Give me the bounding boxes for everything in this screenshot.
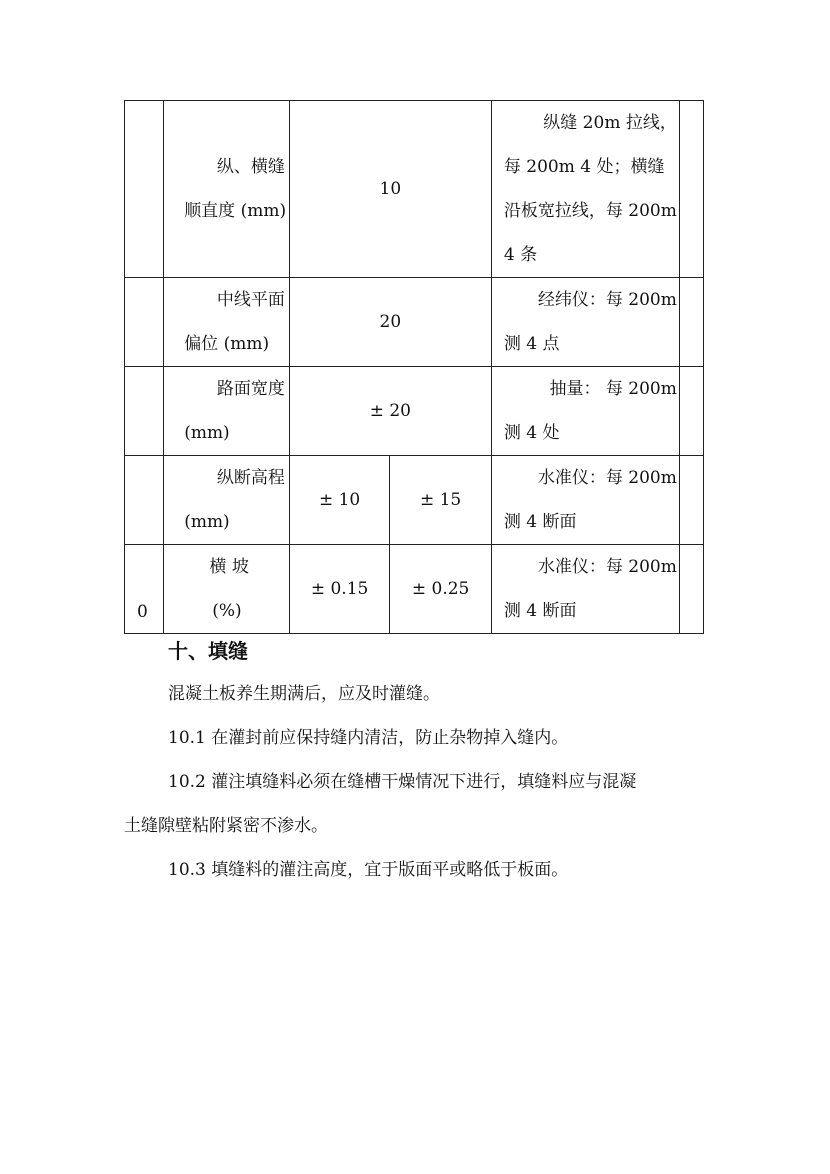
tolerance-value-a: ± 10 <box>289 456 390 545</box>
table-row <box>125 367 704 456</box>
tolerance-value-b: ± 0.25 <box>390 545 492 634</box>
method-line: 每 200m 4 处；横缝 <box>503 157 665 177</box>
item-cell <box>164 545 290 634</box>
paragraph: 10.2 灌注填缝料必须在缝槽干燥情况下进行，填缝料应与混凝 <box>168 772 637 792</box>
method-cell <box>491 545 679 634</box>
item-label-line1: 路面宽度 <box>216 379 285 399</box>
table-row <box>125 101 704 278</box>
item-label-line1: 纵断高程 <box>216 468 285 488</box>
method-line: 测 4 断面 <box>503 601 577 621</box>
item-label-line2: (mm) <box>184 512 230 532</box>
item-cell <box>164 367 290 456</box>
item-cell <box>164 456 290 545</box>
method-cell <box>491 278 679 367</box>
tolerance-value: 10 <box>289 101 491 278</box>
paragraph: 混凝土板养生期满后，应及时灌缝。 <box>168 684 440 704</box>
row-index-cell: 0 <box>125 545 164 634</box>
method-line: 水准仪：每 200m <box>537 468 677 488</box>
method-cell <box>491 101 679 278</box>
method-line: 纵缝 20m 拉线， <box>543 113 677 133</box>
method-cell <box>491 456 679 545</box>
row-index-cell <box>125 278 164 367</box>
row-index-cell <box>125 456 164 545</box>
item-label-line2: (%) <box>212 601 242 621</box>
blank-cell <box>679 101 703 278</box>
quality-tolerance-table <box>124 100 704 634</box>
method-line: 测 4 处 <box>503 423 560 443</box>
tolerance-value-a: ± 0.15 <box>289 545 390 634</box>
row-index-cell <box>125 101 164 278</box>
section-heading: 十、填缝 <box>168 639 248 663</box>
blank-cell <box>679 278 703 367</box>
item-label-line1: 中线平面 <box>216 290 285 310</box>
tolerance-value-b: ± 15 <box>390 456 492 545</box>
method-cell <box>491 367 679 456</box>
item-label-line2: (mm) <box>184 423 230 443</box>
item-label-line2: 偏位 (mm) <box>184 334 270 354</box>
item-label-line2: 顺直度 (mm) <box>184 201 287 221</box>
method-line: 抽量： 每 200m <box>549 379 677 399</box>
row-index-cell <box>125 367 164 456</box>
table-row <box>125 545 704 634</box>
item-label-line1: 横 坡 <box>209 557 249 577</box>
item-label-line1: 纵、横缝 <box>216 157 285 177</box>
method-line: 沿板宽拉线，每 200m <box>503 201 677 221</box>
tolerance-value: ± 20 <box>289 367 491 456</box>
method-line: 水准仪：每 200m <box>537 557 677 577</box>
method-line: 经纬仪：每 200m <box>537 290 677 310</box>
table-row <box>125 456 704 545</box>
paragraph: 10.3 填缝料的灌注高度，宜于版面平或略低于板面。 <box>168 860 569 880</box>
tolerance-value: 20 <box>289 278 491 367</box>
method-line: 4 条 <box>503 245 538 265</box>
blank-cell <box>679 367 703 456</box>
method-line: 测 4 断面 <box>503 512 577 532</box>
item-cell <box>164 278 290 367</box>
blank-cell <box>679 456 703 545</box>
item-cell <box>164 101 290 278</box>
paragraph-continuation: 土缝隙壁粘附紧密不渗水。 <box>124 816 328 836</box>
paragraph: 10.1 在灌封前应保持缝内清洁，防止杂物掉入缝内。 <box>168 728 569 748</box>
blank-cell <box>679 545 703 634</box>
table-row <box>125 278 704 367</box>
method-line: 测 4 点 <box>503 334 560 354</box>
